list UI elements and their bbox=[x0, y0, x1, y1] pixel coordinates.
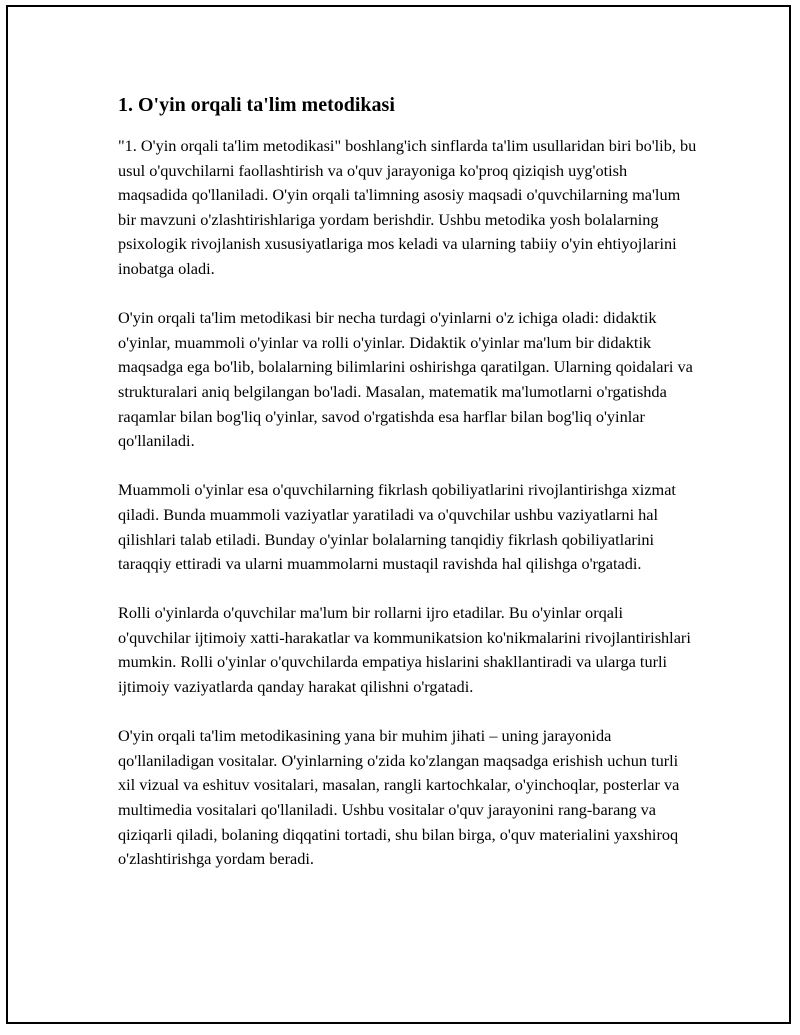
paragraph-game-types: O'yin orqali ta'lim metodikasi bir necha turdagi o'yinlarni o'z ichiga oladi: didaktik o'yinlar, muammoli o'yinlar va rolli o'yinlar. Didaktik o'yinlar ma'lum bir didaktik maqsadga ega bo'lib, bolalarning bilimlarini oshirishga qaratilgan. Ularning qoidalari va strukturalari aniq belgilangan bo'ladi. Masalan, matematik ma'lumotlarni o'rgatishda raqamlar bilan bog'liq o'yinlar, savod o'rgatishda esa harflar bilan bog'liq o'yinlar qo'llaniladi. bbox=[118, 308, 693, 451]
paragraph-problem-games: Muammoli o'yinlar esa o'quvchilarning fikrlash qobiliyatlarini rivojlantirishga xizmat qiladi. Bunda muammoli vaziyatlar yaratiladi va o'quvchilar ushbu vaziyatlarni hal qilishlari talab etiladi. Bunday o'yinlar bolalarning tanqidiy fikrlash qobiliyatlarini taraqqiy ettiradi va ularni muammolarni mustaqil ravishda hal qilishga o'rgatadi. bbox=[118, 480, 676, 574]
paragraph-tools: O'yin orqali ta'lim metodikasining yana bir muhim jihati – uning jarayonida qo'llaniladigan vositalar. O'yinlarning o'zida ko'zlangan maqsadga erishish uchun turli xil vizual va eshituv vositalari, masalan, rangli kartochkalar, o'yinchoqlar, posterlar va multimedia vositalari qo'llaniladi. Ushbu vositalar o'quv jarayonini rang-barang va qiziqarli qiladi, bolaning diqqatini tortadi, shu bilan birga, o'quv materialini yaxshiroq o'zlashtirishga yordam beradi. bbox=[118, 726, 680, 869]
paragraph-intro: "1. O'yin orqali ta'lim metodikasi" boshlang'ich sinflarda ta'lim usullaridan biri bo'lib, bu usul o'quvchilarni faollashtirish va o'quv jarayoniga ko'proq qiziqish uyg'otish maqsadida qo'llaniladi. O'yin orqali ta'limning asosiy maqsadi o'quvchilarning ma'lum bir mavzuni o'zlashtirishlariga yordam berishdir. Ushbu metodika yosh bolalarning psixologik rivojlanish xususiyatlariga mos keladi va ularning tabiiy o'yin ehtiyojlarini inobatga oladi. bbox=[118, 136, 697, 278]
paragraph-role-games: Rolli o'yinlarda o'quvchilar ma'lum bir rollarni ijro etadilar. Bu o'yinlar orqali o'quvchilar ijtimoiy xatti-harakatlar va kommunikatsion ko'nikmalarini rivojlantirishlari mumkin. Rolli o'yinlar o'quvchilarda empatiya hislarini shakllantiradi va ularga turli ijtimoiy vaziyatlarda qanday harakat qilishni o'rgatadi. bbox=[118, 603, 691, 697]
document-title: 1. O'yin orqali ta'lim metodikasi bbox=[118, 94, 395, 116]
document-body bbox=[118, 92, 698, 896]
